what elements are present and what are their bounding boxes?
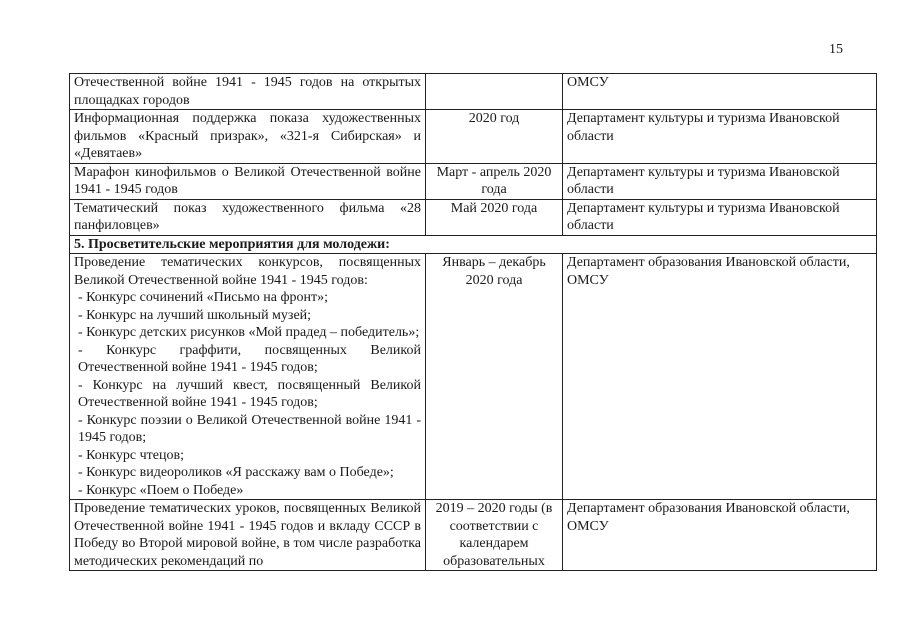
- list-item: - Конкурс на лучший школьный музей;: [78, 307, 312, 323]
- table-row: [70, 74, 877, 110]
- period-cell: Март - апрель 2020 года: [426, 163, 563, 199]
- section-heading: 5. Просветительские мероприятия для молодежи:: [70, 235, 877, 254]
- responsible-cell: Департамент образования Ивановской области, ОМСУ: [563, 500, 877, 571]
- contests-intro: Проведение тематических конкурсов, посвященных Великой Отечественной войне 1941 - 1945 годов:: [74, 255, 421, 288]
- event-cell: Тематический показ художественного фильма «28 панфиловцев»: [70, 199, 426, 235]
- list-item: - Конкурс «Поем о Победе»: [78, 482, 244, 498]
- list-item: - Конкурс граффити, посвященных Великой Отечественной войне 1941 - 1945 годов;: [78, 342, 421, 375]
- list-item: - Конкурс детских рисунков «Мой прадед – победитель»;: [78, 325, 420, 340]
- period-cell: Январь – декабрь 2020 года: [426, 254, 563, 500]
- period-cell: [426, 74, 563, 110]
- contest-list: [74, 289, 421, 499]
- event-cell: Информационная поддержка показа художественных фильмов «Красный призрак», «321-я Сибирская» и «Девятаев»: [70, 110, 426, 164]
- responsible-cell: Департамент образования Ивановской области, ОМСУ: [563, 254, 877, 500]
- responsible-cell: Департамент культуры и туризма Ивановской области: [563, 163, 877, 199]
- event-cell: [70, 254, 426, 500]
- list-item: - Конкурс видеороликов «Я расскажу вам о Победе»;: [78, 465, 394, 480]
- event-cell: Проведение тематических уроков, посвященных Великой Отечественной войне 1941 - 1945 годов и вкладу СССР в Победу во Второй мировой войне, в том числе разработка методических рекомендаций по: [70, 500, 426, 571]
- list-item: - Конкурс поэзии о Великой Отечественной войне 1941 - 1945 годов;: [78, 412, 421, 445]
- section-row: [70, 235, 877, 254]
- page-number: 15: [829, 42, 843, 57]
- responsible-cell: ОМСУ: [563, 74, 877, 110]
- period-cell: Май 2020 года: [426, 199, 563, 235]
- events-table: [69, 73, 877, 571]
- responsible-cell: Департамент культуры и туризма Ивановской области: [563, 199, 877, 235]
- table-row: [70, 254, 877, 500]
- table-row: [70, 500, 877, 571]
- event-cell: Отечественной войне 1941 - 1945 годов на открытых площадках городов: [70, 74, 426, 110]
- table-row: [70, 163, 877, 199]
- list-item: - Конкурс на лучший квест, посвященный Великой Отечественной войне 1941 - 1945 годов;: [78, 377, 421, 410]
- table-row: [70, 199, 877, 235]
- table-row: [70, 110, 877, 164]
- list-item: - Конкурс чтецов;: [78, 447, 184, 463]
- responsible-cell: Департамент культуры и туризма Ивановской области: [563, 110, 877, 164]
- event-cell: Марафон кинофильмов о Великой Отечественной войне 1941 - 1945 годов: [70, 163, 426, 199]
- list-item: - Конкурс сочинений «Письмо на фронт»;: [78, 290, 329, 305]
- period-cell: 2019 – 2020 годы (в соответствии с календарем образовательных: [426, 500, 563, 571]
- period-cell: 2020 год: [426, 110, 563, 164]
